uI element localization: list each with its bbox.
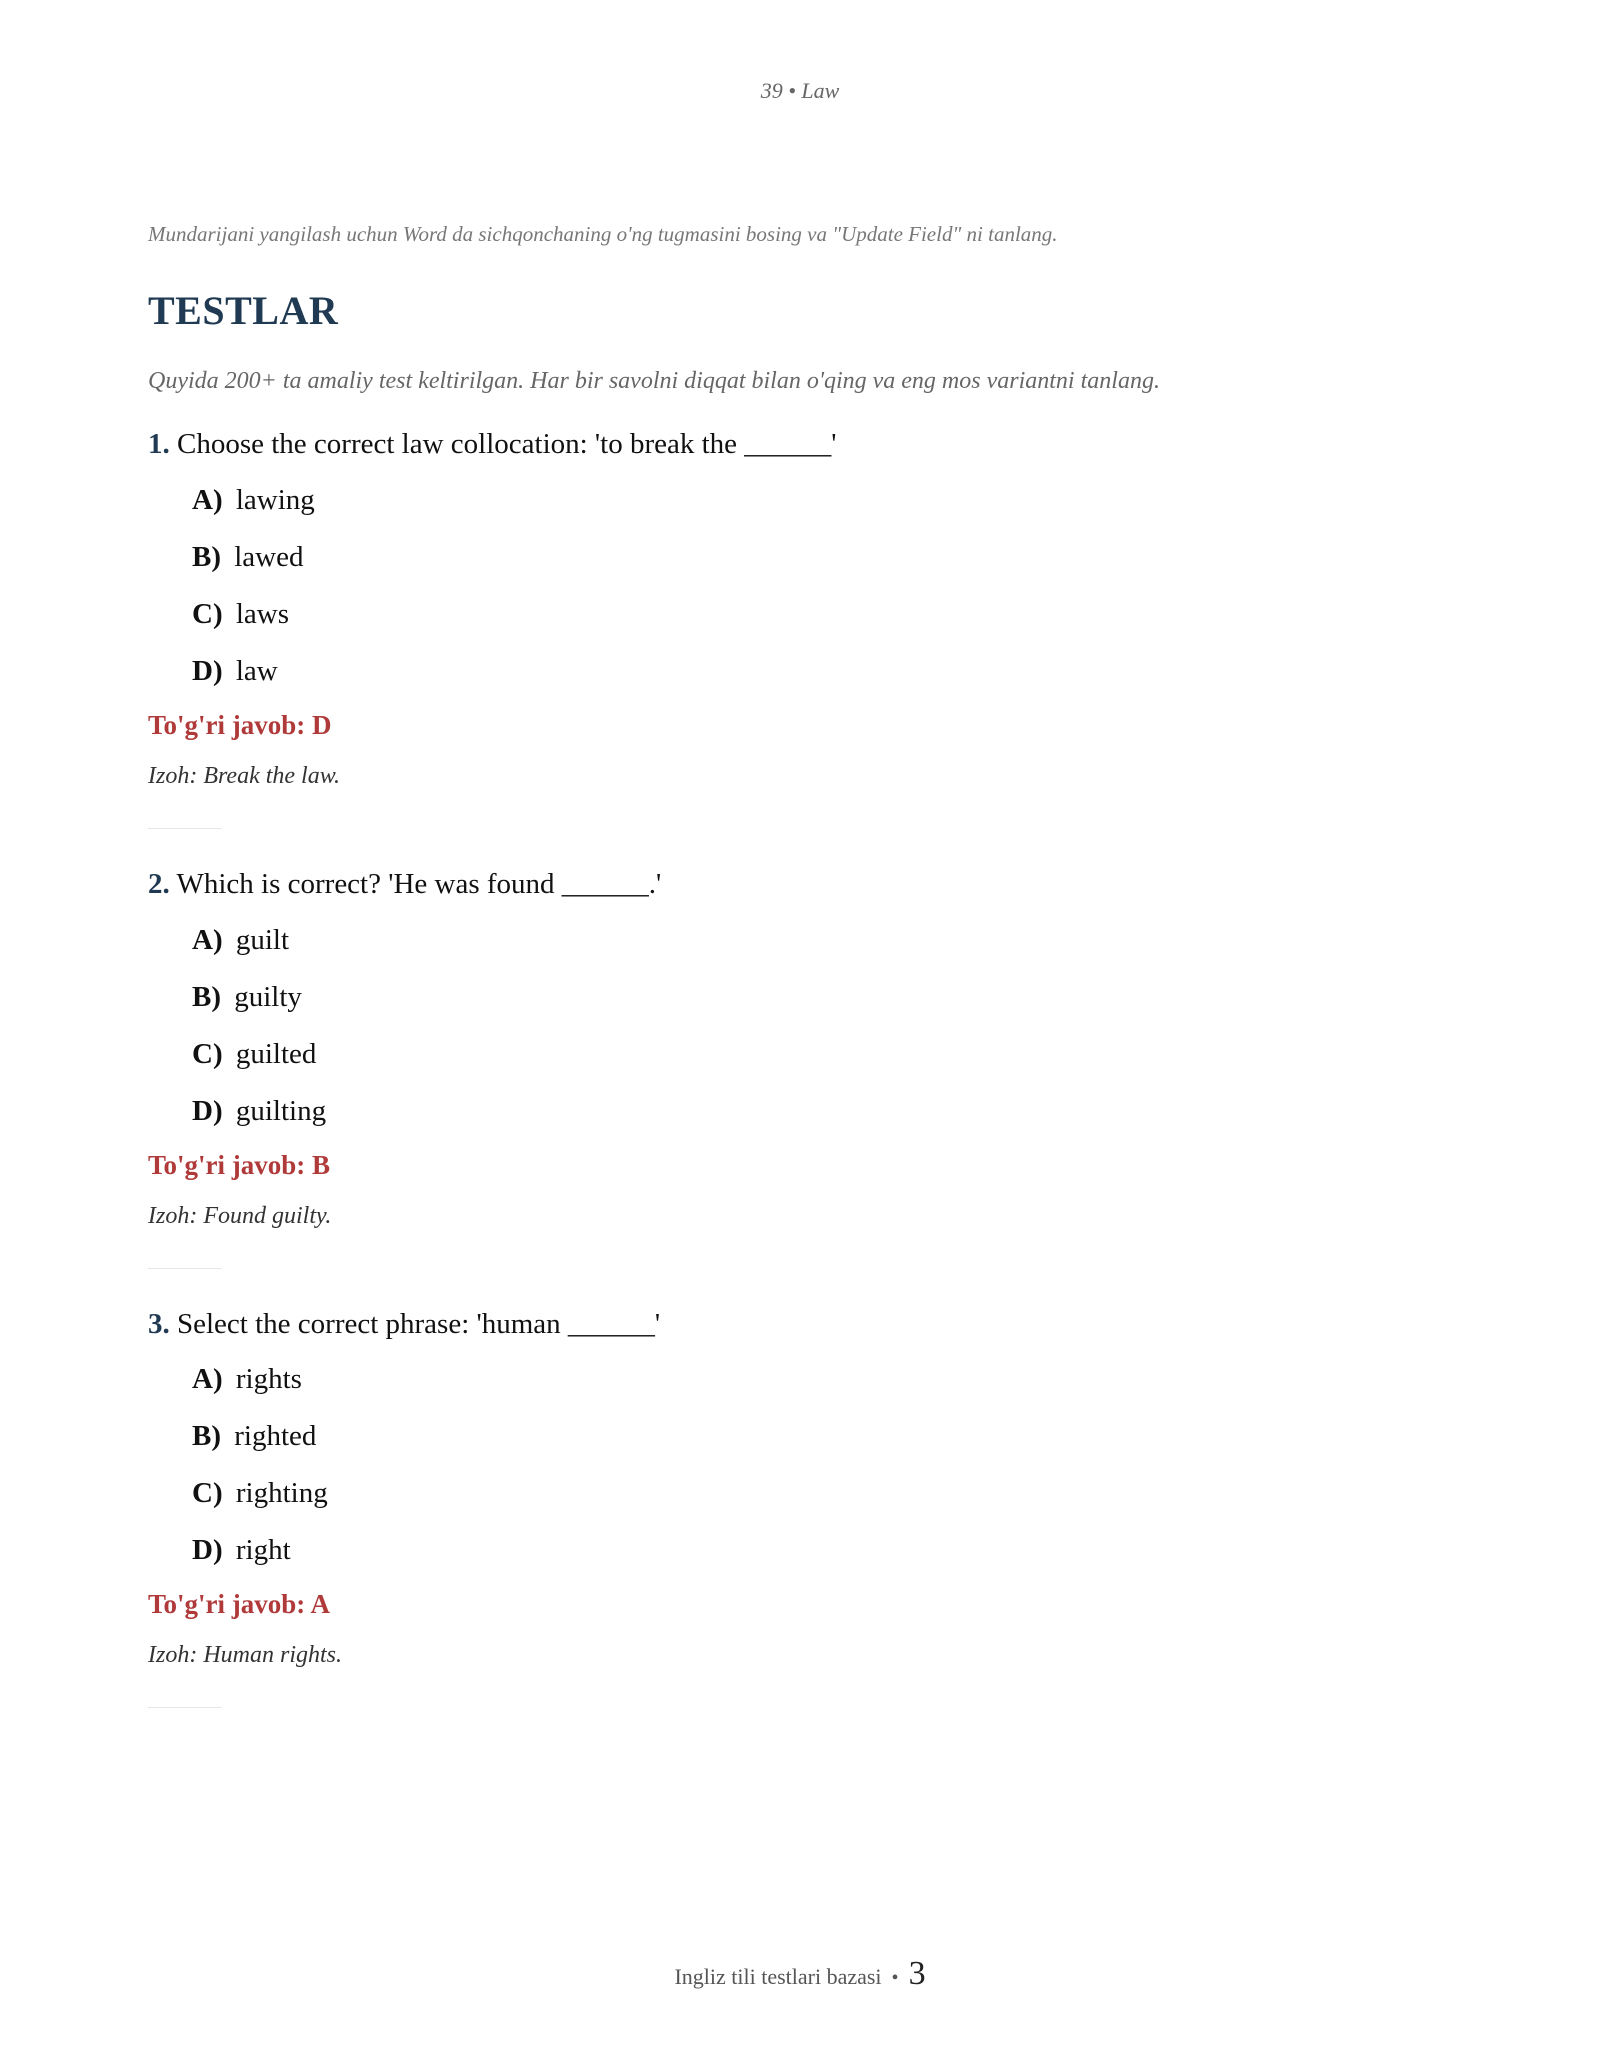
question-prompt: Which is correct? 'He was found ______.' bbox=[176, 867, 662, 900]
option-text: guilt bbox=[235, 923, 290, 956]
question-text bbox=[148, 1307, 1468, 1342]
options-list bbox=[192, 1359, 1468, 1587]
option-item bbox=[192, 1091, 1468, 1148]
option-letter: D) bbox=[192, 1534, 223, 1567]
page-header: 39 • Law bbox=[760, 78, 840, 103]
question-text bbox=[148, 427, 1468, 462]
option-letter: B) bbox=[192, 1420, 221, 1453]
option-item bbox=[192, 977, 1468, 1034]
option-item bbox=[192, 594, 1468, 651]
option-item bbox=[192, 1034, 1468, 1091]
option-letter: C) bbox=[192, 597, 223, 630]
options-list bbox=[192, 920, 1468, 1148]
question-number: 1. bbox=[148, 428, 170, 460]
answer-explanation: Izoh: Human rights. bbox=[148, 1642, 343, 1669]
option-item bbox=[192, 1530, 1468, 1587]
option-text: law bbox=[235, 654, 278, 687]
option-text: guilty bbox=[234, 980, 302, 1013]
correct-answer: To'g'ri javob: D bbox=[148, 709, 332, 740]
option-text: laws bbox=[235, 597, 290, 630]
question-prompt: Choose the correct law collocation: 'to break the ______' bbox=[177, 428, 837, 460]
option-text: righting bbox=[235, 1477, 328, 1510]
option-letter: B) bbox=[192, 540, 221, 573]
correct-answer: To'g'ri javob: A bbox=[148, 1589, 331, 1620]
option-letter: C) bbox=[192, 1477, 223, 1510]
option-item bbox=[192, 480, 1468, 537]
option-letter: D) bbox=[192, 1094, 223, 1127]
section-intro: Quyida 200+ ta amaliy test keltirilgan. Har bir savolni diqqat bilan o'qing va eng mos variantni tanlang. bbox=[148, 368, 1160, 394]
question-number: 2. bbox=[148, 867, 170, 900]
footer-separator: • bbox=[891, 1967, 899, 1989]
option-text: rights bbox=[235, 1363, 302, 1396]
option-letter: A) bbox=[192, 483, 223, 516]
question-divider bbox=[148, 1707, 222, 1708]
option-letter: C) bbox=[192, 1037, 223, 1070]
option-text: right bbox=[235, 1534, 291, 1567]
option-item bbox=[192, 1359, 1468, 1416]
page-footer bbox=[0, 1955, 1600, 1993]
question-block bbox=[148, 427, 1468, 829]
question-prompt: Select the correct phrase: 'human ______' bbox=[177, 1307, 661, 1340]
document-body bbox=[148, 222, 1468, 1708]
footer-title: Ingliz tili testlari bazasi bbox=[674, 1964, 882, 1989]
toc-update-note: Mundarijani yangilash uchun Word da sichqonchaning o'ng tugmasini bosing va "Update Field" ni tanlang. bbox=[148, 222, 1058, 246]
question-block bbox=[148, 1307, 1468, 1709]
option-text: lawing bbox=[235, 483, 315, 516]
question-divider bbox=[148, 1268, 222, 1269]
option-letter: A) bbox=[192, 923, 223, 956]
option-letter: B) bbox=[192, 980, 221, 1013]
option-item bbox=[192, 1473, 1468, 1530]
option-item bbox=[192, 1416, 1468, 1473]
option-text: lawed bbox=[234, 540, 304, 573]
option-letter: D) bbox=[192, 654, 223, 687]
options-list bbox=[192, 480, 1468, 708]
option-item bbox=[192, 920, 1468, 977]
option-text: guilted bbox=[235, 1037, 317, 1070]
section-title: TESTLAR bbox=[148, 288, 339, 333]
option-item bbox=[192, 537, 1468, 594]
option-letter: A) bbox=[192, 1363, 223, 1396]
option-item bbox=[192, 651, 1468, 708]
option-text: guilting bbox=[235, 1094, 327, 1127]
option-text: righted bbox=[234, 1420, 317, 1453]
question-text bbox=[148, 867, 1468, 902]
question-divider bbox=[148, 828, 222, 829]
question-number: 3. bbox=[148, 1307, 170, 1340]
page-number: 3 bbox=[908, 1955, 926, 1992]
correct-answer: To'g'ri javob: B bbox=[148, 1149, 331, 1180]
question-block bbox=[148, 867, 1468, 1269]
answer-explanation: Izoh: Found guilty. bbox=[148, 1202, 332, 1229]
answer-explanation: Izoh: Break the law. bbox=[148, 762, 340, 789]
